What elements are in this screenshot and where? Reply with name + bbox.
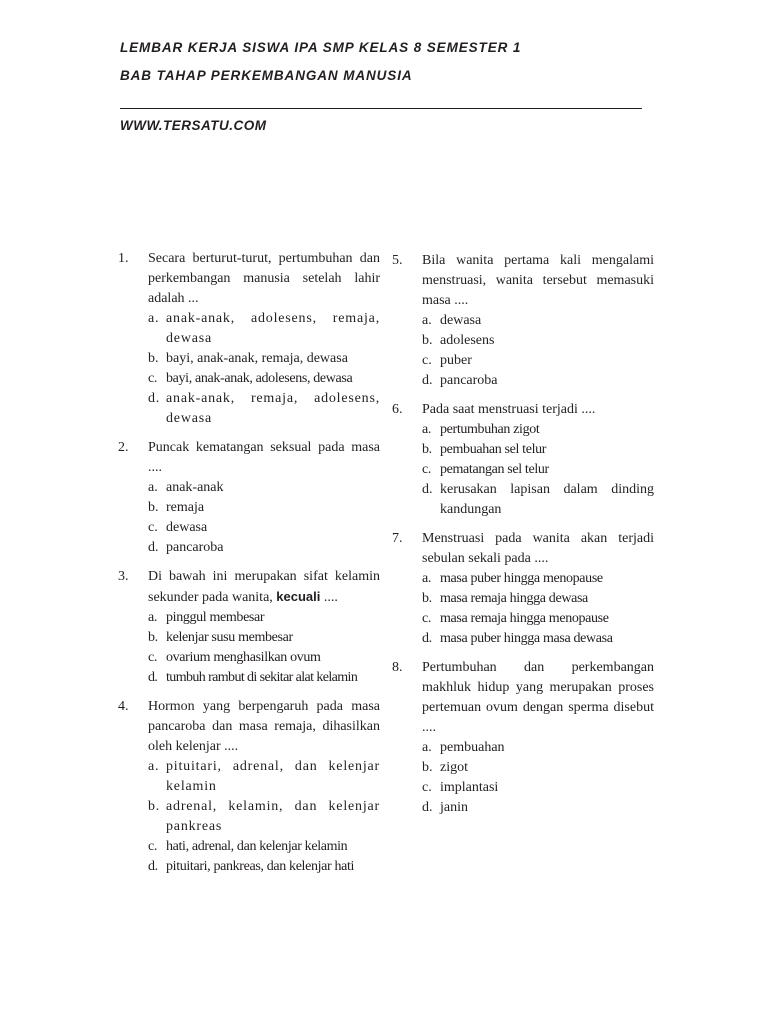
option-b[interactable]: b. adolesens	[422, 333, 495, 348]
option-text: pinggul membesar	[166, 610, 265, 625]
option-b[interactable]: b. bayi, anak-anak, remaja, dewasa	[148, 351, 348, 366]
questions-column-left	[118, 249, 380, 877]
option-text: adolesens	[440, 333, 495, 348]
option-list	[422, 738, 654, 818]
option-list	[148, 757, 380, 877]
option-text: bayi, anak-anak, adolesens, dewasa	[166, 371, 353, 386]
question-4	[118, 697, 380, 877]
emphasis-word: kecuali	[276, 589, 321, 604]
option-a[interactable]: a. pertumbuhan zigot	[422, 422, 540, 437]
question-text: Bila wanita pertama kali mengalami menstruasi, wanita tersebut memasuki masa ....	[422, 253, 654, 308]
option-list	[422, 569, 654, 649]
option-d[interactable]: d. tumbuh rambut di sekitar alat kelamin	[148, 670, 358, 685]
option-text: pembuahan sel telur	[440, 442, 547, 457]
question-text: Di bawah ini merupakan sifat kelamin sekunder pada wanita, kecuali ....	[148, 569, 380, 605]
option-d[interactable]: d. pituitari, pankreas, dan kelenjar hati	[148, 859, 355, 874]
option-c[interactable]: c. pematangan sel telur	[422, 462, 549, 477]
option-c[interactable]: c. ovarium menghasilkan ovum	[148, 650, 321, 665]
worksheet-header	[120, 38, 650, 94]
option-c[interactable]: c. hati, adrenal, dan kelenjar kelamin	[148, 839, 348, 854]
option-text: kelenjar susu membesar	[166, 630, 293, 645]
option-b[interactable]: b. pembuahan sel telur	[422, 442, 547, 457]
question-number: 8.	[392, 660, 403, 675]
option-text: masa puber hingga masa dewasa	[440, 631, 613, 646]
question-text: Pertumbuhan dan perkembangan makhluk hidup yang merupakan proses pertemuan ovum dengan sperma disebut ....	[422, 660, 654, 735]
option-text: hati, adrenal, dan kelenjar kelamin	[166, 839, 348, 854]
option-text: masa remaja hingga dewasa	[440, 591, 588, 606]
option-text: tumbuh rambut di sekitar alat kelamin	[166, 670, 358, 685]
question-number: 2.	[118, 440, 129, 455]
option-b[interactable]: b. adrenal, kelamin, dan kelenjar pankreas	[148, 799, 380, 834]
question-number: 3.	[118, 569, 129, 584]
option-text: janin	[440, 800, 468, 815]
option-b[interactable]: b. zigot	[422, 760, 468, 775]
option-a[interactable]: a. pinggul membesar	[148, 610, 265, 625]
option-text: masa puber hingga menopause	[440, 571, 603, 586]
option-text: dewasa	[440, 313, 482, 328]
question-1	[118, 249, 380, 429]
option-d[interactable]: d. kerusakan lapisan dalam dinding kandungan	[422, 482, 654, 517]
question-text: Secara berturut-turut, pertumbuhan dan perkembangan manusia setelah lahir adalah ...	[148, 251, 380, 306]
question-text: Menstruasi pada wanita akan terjadi sebulan sekali pada ....	[422, 531, 654, 566]
option-c[interactable]: c. puber	[422, 353, 472, 368]
question-number: 4.	[118, 699, 129, 714]
worksheet-title: LEMBAR KERJA SISWA IPA SMP KELAS 8 SEMESTER 1	[120, 40, 522, 55]
option-a[interactable]: a. masa puber hingga menopause	[422, 571, 603, 586]
option-text: masa remaja hingga menopause	[440, 611, 609, 626]
option-b[interactable]: b. masa remaja hingga dewasa	[422, 591, 588, 606]
option-text: anak-anak, remaja, adolesens, dewasa	[166, 391, 380, 426]
option-text: anak-anak, adolesens, remaja, dewasa	[166, 311, 380, 346]
option-a[interactable]: a. anak-anak	[148, 480, 224, 495]
option-text: anak-anak	[166, 480, 224, 495]
website-link[interactable]: WWW.TERSATU.COM	[120, 118, 267, 133]
question-number: 7.	[392, 531, 403, 546]
header-divider	[120, 108, 642, 109]
question-6	[392, 400, 654, 520]
question-text: Puncak kematangan seksual pada masa ....	[148, 440, 380, 475]
option-text: pituitari, adrenal, dan kelenjar kelamin	[166, 759, 380, 794]
question-5	[392, 251, 654, 391]
option-text: dewasa	[166, 520, 208, 535]
option-text: pembuahan	[440, 740, 505, 755]
option-text: adrenal, kelamin, dan kelenjar pankreas	[166, 799, 380, 834]
question-number: 1.	[118, 251, 129, 266]
option-text: puber	[440, 353, 472, 368]
question-2	[118, 438, 380, 558]
option-a[interactable]: a. anak-anak, adolesens, remaja, dewasa	[148, 311, 380, 346]
option-a[interactable]: a. pituitari, adrenal, dan kelenjar kelamin	[148, 759, 380, 794]
option-text: implantasi	[440, 780, 499, 795]
chapter-title: BAB TAHAP PERKEMBANGAN MANUSIA	[120, 68, 413, 83]
option-text: pancaroba	[440, 373, 498, 388]
option-text: zigot	[440, 760, 468, 775]
option-d[interactable]: d. janin	[422, 800, 468, 815]
questions-column-right	[392, 251, 654, 818]
option-a[interactable]: a. pembuahan	[422, 740, 505, 755]
question-3	[118, 567, 380, 688]
option-list	[148, 309, 380, 429]
option-text: kerusakan lapisan dalam dinding kandungan	[440, 482, 654, 517]
question-7	[392, 529, 654, 649]
option-text: pituitari, pankreas, dan kelenjar hati	[166, 859, 355, 874]
option-list	[422, 420, 654, 520]
option-c[interactable]: c. masa remaja hingga menopause	[422, 611, 609, 626]
question-number: 6.	[392, 402, 403, 417]
option-text: pematangan sel telur	[440, 462, 549, 477]
option-d[interactable]: d. masa puber hingga masa dewasa	[422, 631, 613, 646]
option-d[interactable]: d. pancaroba	[422, 373, 498, 388]
option-d[interactable]: d. pancaroba	[148, 540, 224, 555]
question-8	[392, 658, 654, 818]
option-text: pancaroba	[166, 540, 224, 555]
option-text: pertumbuhan zigot	[440, 422, 540, 437]
option-b[interactable]: b. remaja	[148, 500, 205, 515]
option-b[interactable]: b. kelenjar susu membesar	[148, 630, 293, 645]
option-text: ovarium menghasilkan ovum	[166, 650, 321, 665]
question-text: Pada saat menstruasi terjadi ....	[422, 402, 596, 417]
question-number: 5.	[392, 253, 403, 268]
option-a[interactable]: a. dewasa	[422, 313, 482, 328]
option-c[interactable]: c. dewasa	[148, 520, 208, 535]
option-d[interactable]: d. anak-anak, remaja, adolesens, dewasa	[148, 391, 380, 426]
option-list	[148, 608, 380, 688]
option-c[interactable]: c. implantasi	[422, 780, 499, 795]
option-c[interactable]: c. bayi, anak-anak, adolesens, dewasa	[148, 371, 353, 386]
question-text: Hormon yang berpengaruh pada masa pancaroba dan masa remaja, dihasilkan oleh kelenjar ....	[148, 699, 380, 754]
option-list	[148, 478, 380, 558]
option-text: remaja	[166, 500, 205, 515]
option-list	[422, 311, 654, 391]
option-text: bayi, anak-anak, remaja, dewasa	[166, 351, 348, 366]
